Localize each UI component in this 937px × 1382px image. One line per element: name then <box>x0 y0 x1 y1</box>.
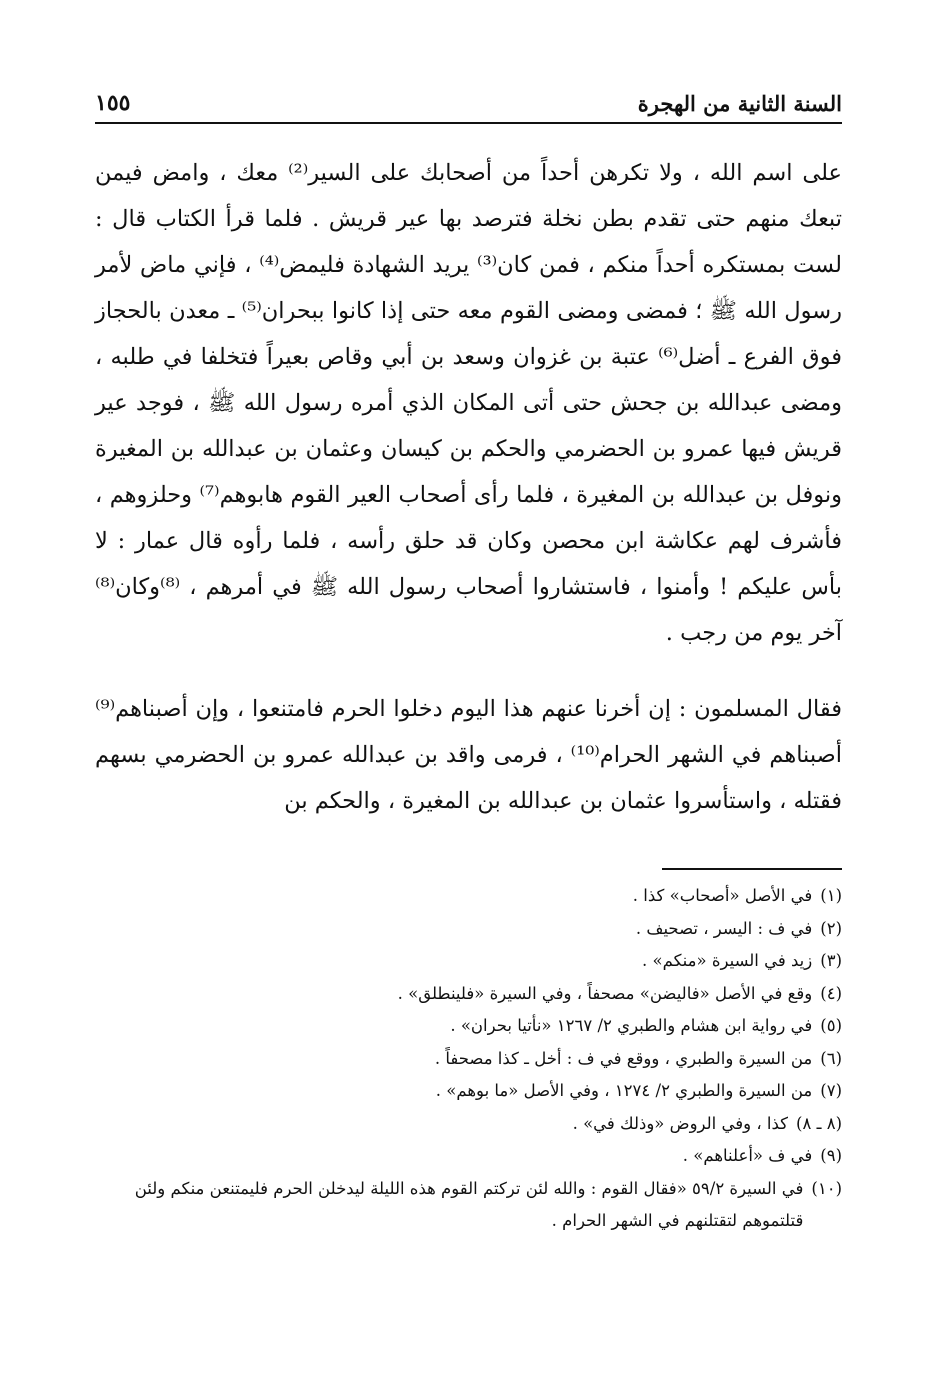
paragraph: على اسم الله ، ولا تكرهن أحداً من أصحابك على السير⁽²⁾ معك ، وامض فيمن تبعك منهم حتى تقدم بطن نخلة فترصد بها عير قريش . فلما قرأ الكتاب قال : لست بمستكره أحداً منكم ، فمن كان⁽³⁾ يريد الشهادة فليمض⁽⁴⁾ ، فإني ماض لأمر رسول الله ﷺ ؛ فمضى ومضى القوم معه حتى إذا كانوا ببحران⁽⁵⁾ ـ معدن بالحجاز فوق الفرع ـ أضل⁽⁶⁾ عتبة بن غزوان وسعد بن أبي وقاص بعيراً فتخلفا في طلبه ، ومضى عبدالله بن جحش حتى أتى المكان الذي أمره رسول الله ﷺ ، فوجد عير قريش فيها عمرو بن الحضرمي والحكم بن كيسان وعثمان بن عبدالله بن المغيرة ونوفل بن عبدالله بن المغيرة ، فلما رأى أصحاب العير القوم هابوهم⁽⁷⁾ وحلزوهم ، فأشرف لهم عكاشة ابن محصن وكان قد حلق رأسه ، فلما رأوه قال عمار : لا بأس عليكم ! وأمنوا ، فاستشاروا أصحاب رسول الله ﷺ في أمرهم ، ⁽⁸⁾وكان⁽⁸⁾ آخر يوم من رجب . <box>95 160 842 646</box>
running-title: السنة الثانية من الهجرة <box>637 91 842 116</box>
footnote-text: كذا ، وفي الروض «وذلك في» . <box>572 1113 789 1133</box>
footnote-number: (١٠) <box>811 1178 842 1198</box>
footnote-number: (٤) <box>820 983 842 1003</box>
footnote-text: في الأصل «أصحاب» كذا . <box>632 886 813 905</box>
footnote <box>95 880 842 913</box>
footnote <box>95 1140 842 1173</box>
footnote-text: وقع في الأصل «فاليضن» مصحفاً ، وفي السيرة «فلينطلق» . <box>397 983 813 1003</box>
footnote <box>95 978 842 1011</box>
footnote <box>95 913 842 946</box>
footnote-text: في ف «أعلناهم» . <box>682 1146 813 1165</box>
footnote-text: من السيرة والطبري ٢/ ١٢٧٤ ، وفي الأصل «ما بوهم» . <box>435 1081 813 1100</box>
footnote-number: (٩) <box>820 1146 842 1165</box>
footnotes <box>95 880 842 1238</box>
footnote <box>95 945 842 978</box>
footnote-number: (٥) <box>820 1016 842 1035</box>
footnote-text: من السيرة والطبري ، ووقع في ف : أخل ـ كذا مصحفاً . <box>434 1048 813 1068</box>
paragraph: فقال المسلمون : إن أخرنا عنهم هذا اليوم دخلوا الحرم فامتنعوا ، وإن أصبناهم⁽⁹⁾ أصبناهم في الشهر الحرام⁽¹⁰⁾ ، فرمى واقد بن عبدالله عمرو بن الحضرمي بسهم فقتله ، واستأسروا عثمان بن عبدالله بن المغيرة ، والحكم بن <box>95 696 842 814</box>
footnote-number: (١) <box>820 886 842 905</box>
footnote-text: في رواية ابن هشام والطبري ٢/ ١٢٦٧ «نأتيا بحران» . <box>450 1016 813 1035</box>
page-header <box>95 80 842 124</box>
footnote-number: (٨ ـ ٨) <box>796 1113 842 1133</box>
footnote <box>95 1075 842 1108</box>
footnote-text: في ف : اليسر ، تصحيف . <box>635 918 813 938</box>
footnote-number: (٣) <box>820 951 842 970</box>
footnote-number: (٢) <box>820 918 842 938</box>
footnote-number: (٦) <box>820 1048 842 1068</box>
footnote-text: زيد في السيرة «منكم» . <box>642 951 813 970</box>
footnote <box>95 1010 842 1043</box>
footnote-number: (٧) <box>820 1081 842 1100</box>
footnote-text: في السيرة ٥٩/٢ «فقال القوم : والله لئن تركتم القوم هذه الليلة ليدخلن الحرم فليمتنعن منكم ولئن قتلتموهم لتقتلنهم في الشهر الحرام . <box>134 1178 804 1230</box>
footnote <box>95 1173 842 1238</box>
page-number: ١٥٥ <box>95 90 131 116</box>
footnote-separator <box>662 868 842 870</box>
footnote <box>95 1108 842 1141</box>
main-text <box>95 150 842 854</box>
footnote <box>95 1043 842 1076</box>
